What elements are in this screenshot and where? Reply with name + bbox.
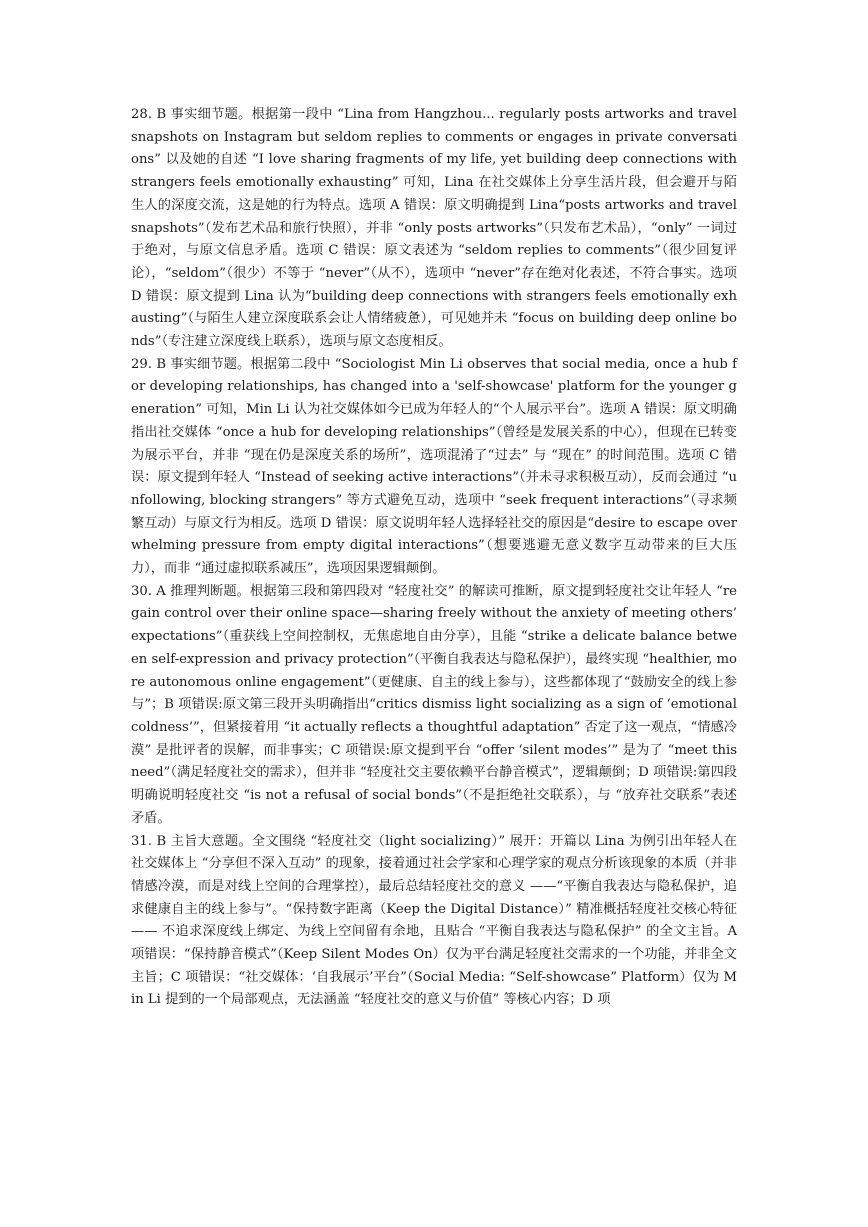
answer-explanations [131,104,737,1012]
explanation-30: 30. A 推理判断题。根据第三段和第四段对 “轻度社交” 的解读可推断，原文提到轻度社交让年轻人 “regain control over their online space—sharing freely without the anxiety of meeting others’ expectations”（重获线上空间控制权，无焦虑地自由分享），且能 “strike a delicate balance between self-expression and privacy protection”（平衡自我表达与隐私保护），最终实现 “healthier, more autonomous online engagement”（更健康、自主的线上参与），这些都体现了“鼓励安全的线上参与”；B 项错误:原文第三段开头明确指出“critics dismiss light socializing as a sign of ‘emotional coldness’”，但紧接着用 “it actually reflects a thoughtful adaptation” 否定了这一观点，“情感冷漠” 是批评者的误解，而非事实；C 项错误:原文提到平台 “offer ‘silent modes’” 是为了 “meet this need”（满足轻度社交的需求），但并非 “轻度社交主要依赖平台静音模式”，逻辑颠倒；D 项错误:第四段明确说明轻度社交 “is not a refusal of social bonds”（不是拒绝社交联系），与 “放弃社交联系”表述矛盾。 [131,583,737,826]
explanation-31: 31. B 主旨大意题。全文围绕 “轻度社交（light socializing）” 展开：开篇以 Lina 为例引出年轻人在社交媒体上 “分享但不深入互动” 的现象，接着通过社会学家和心理学家的观点分析该现象的本质（并非情感冷漠，而是对线上空间的合理掌控），最后总结轻度社交的意义 ——“平衡自我表达与隐私保护，追求健康自主的线上参与”。“保持数字距离（Keep the Digital Distance）” 精准概括轻度社交核心特征 —— 不追求深度线上绑定、为线上空间留有余地，且贴合 “平衡自我表达与隐私保护” 的全文主旨。A 项错误：“保持静音模式”（Keep Silent Modes On）仅为平台满足轻度社交需求的一个功能，并非全文主旨；C 项错误：“社交媒体：‘自我展示’平台”（Social Media: “Self-showcase” Platform）仅为 Min Li 提到的一个局部观点，无法涵盖 “轻度社交的意义与价值” 等核心内容；D 项 [131,833,737,1008]
explanation-29: 29. B 事实细节题。根据第二段中 “Sociologist Min Li observes that social media, once a hub for developing relationships, has changed into a 'self-showcase' platform for the younger generation” 可知，Min Li 认为社交媒体如今已成为年轻人的“个人展示平台”。选项 A 错误：原文明确指出社交媒体 “once a hub for developing relationships”（曾经是发展关系的中心），但现在已转变为展示平台，并非 “现在仍是深度关系的场所”，选项混淆了“过去” 与 “现在” 的时间范围。选项 C 错误：原文提到年轻人 “Instead of seeking active interactions”（并未寻求积极互动），反而会通过 “unfollowing, blocking strangers” 等方式避免互动，选项中 “seek frequent interactions”（寻求频繁互动）与原文行为相反。选项 D 错误：原文说明年轻人选择轻社交的原因是“desire to escape overwhelming pressure from empty digital interactions”（想要逃避无意义数字互动带来的巨大压力），而非 “通过虚拟联系减压”，选项因果逻辑颠倒。 [131,356,737,577]
explanation-28: 28. B 事实细节题。根据第一段中 “Lina from Hangzhou... regularly posts artworks and travel snapshots on Instagram but seldom replies to comments or engages in private conversations” 以及她的自述 “I love sharing fragments of my life, yet building deep connections with strangers feels emotionally exhausting” 可知，Lina 在社交媒体上分享生活片段，但会避开与陌生人的深度交流，这是她的行为特点。选项 A 错误：原文明确提到 Lina“posts artworks and travel snapshots”（发布艺术品和旅行快照），并非 “only posts artworks”（只发布艺术品），“only” 一词过于绝对，与原文信息矛盾。选项 C 错误：原文表述为 “seldom replies to comments”（很少回复评论），“seldom”（很少）不等于 “never”（从不），选项中 “never”存在绝对化表述，不符合事实。选项 D 错误：原文提到 Lina 认为“building deep connections with strangers feels emotionally exhausting”（与陌生人建立深度联系会让人情绪疲惫），可见她并未 “focus on building deep online bonds”（专注建立深度线上联系），选项与原文态度相反。 [131,107,737,350]
